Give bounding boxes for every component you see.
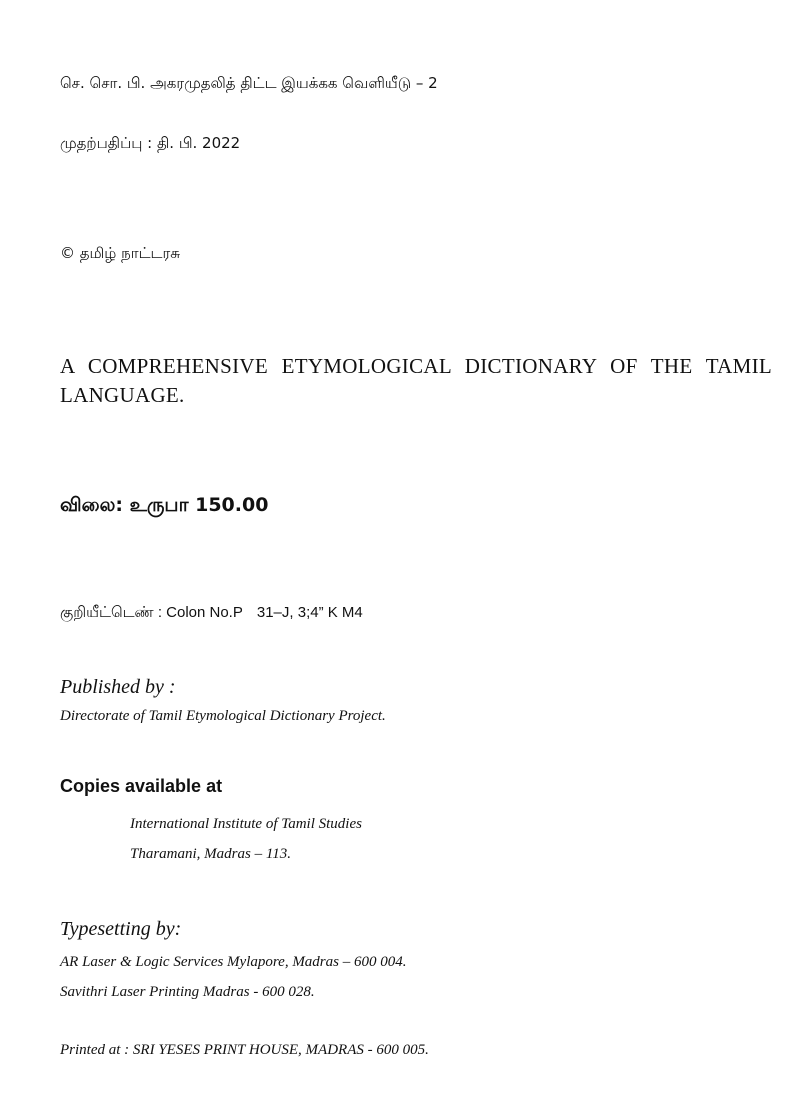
classification-value: 31–J, 3;4” K M4 xyxy=(256,604,363,621)
copies-address-line1: International Institute of Tamil Studies xyxy=(130,816,362,832)
book-title: A COMPREHENSIVE ETYMOLOGICAL DICTIONARY OF THE TAMIL LANGUAGE. xyxy=(60,354,772,407)
published-by-heading: Published by : xyxy=(60,676,176,698)
series-line: செ. சொ. பி. அகரமுதலித் திட்ட இயக்கக வெளியீடு – 2 xyxy=(60,74,438,92)
classification-label: குறியீட்டெண் : Colon No.P xyxy=(60,604,243,621)
copyright-line: © தமிழ் நாட்டரசு xyxy=(60,244,181,262)
copies-heading: Copies available at xyxy=(60,776,223,796)
typesetting-line1: AR Laser & Logic Services Mylapore, Madras – 600 004. xyxy=(60,954,407,970)
typesetting-heading: Typesetting by: xyxy=(60,918,182,940)
edition-line: முதற்பதிப்பு : தி. பி. 2022 xyxy=(60,134,241,152)
printer-line: Printed at : SRI YESES PRINT HOUSE, MADRAS - 600 005. xyxy=(60,1042,429,1058)
price-line: விலை: உருபா 150.00 xyxy=(60,494,269,516)
copies-address-line2: Tharamani, Madras – 113. xyxy=(130,846,291,862)
publisher-name: Directorate of Tamil Etymological Dictionary Project. xyxy=(60,708,386,724)
classification-code xyxy=(60,604,363,623)
typesetting-line2: Savithri Laser Printing Madras - 600 028. xyxy=(60,984,315,1000)
